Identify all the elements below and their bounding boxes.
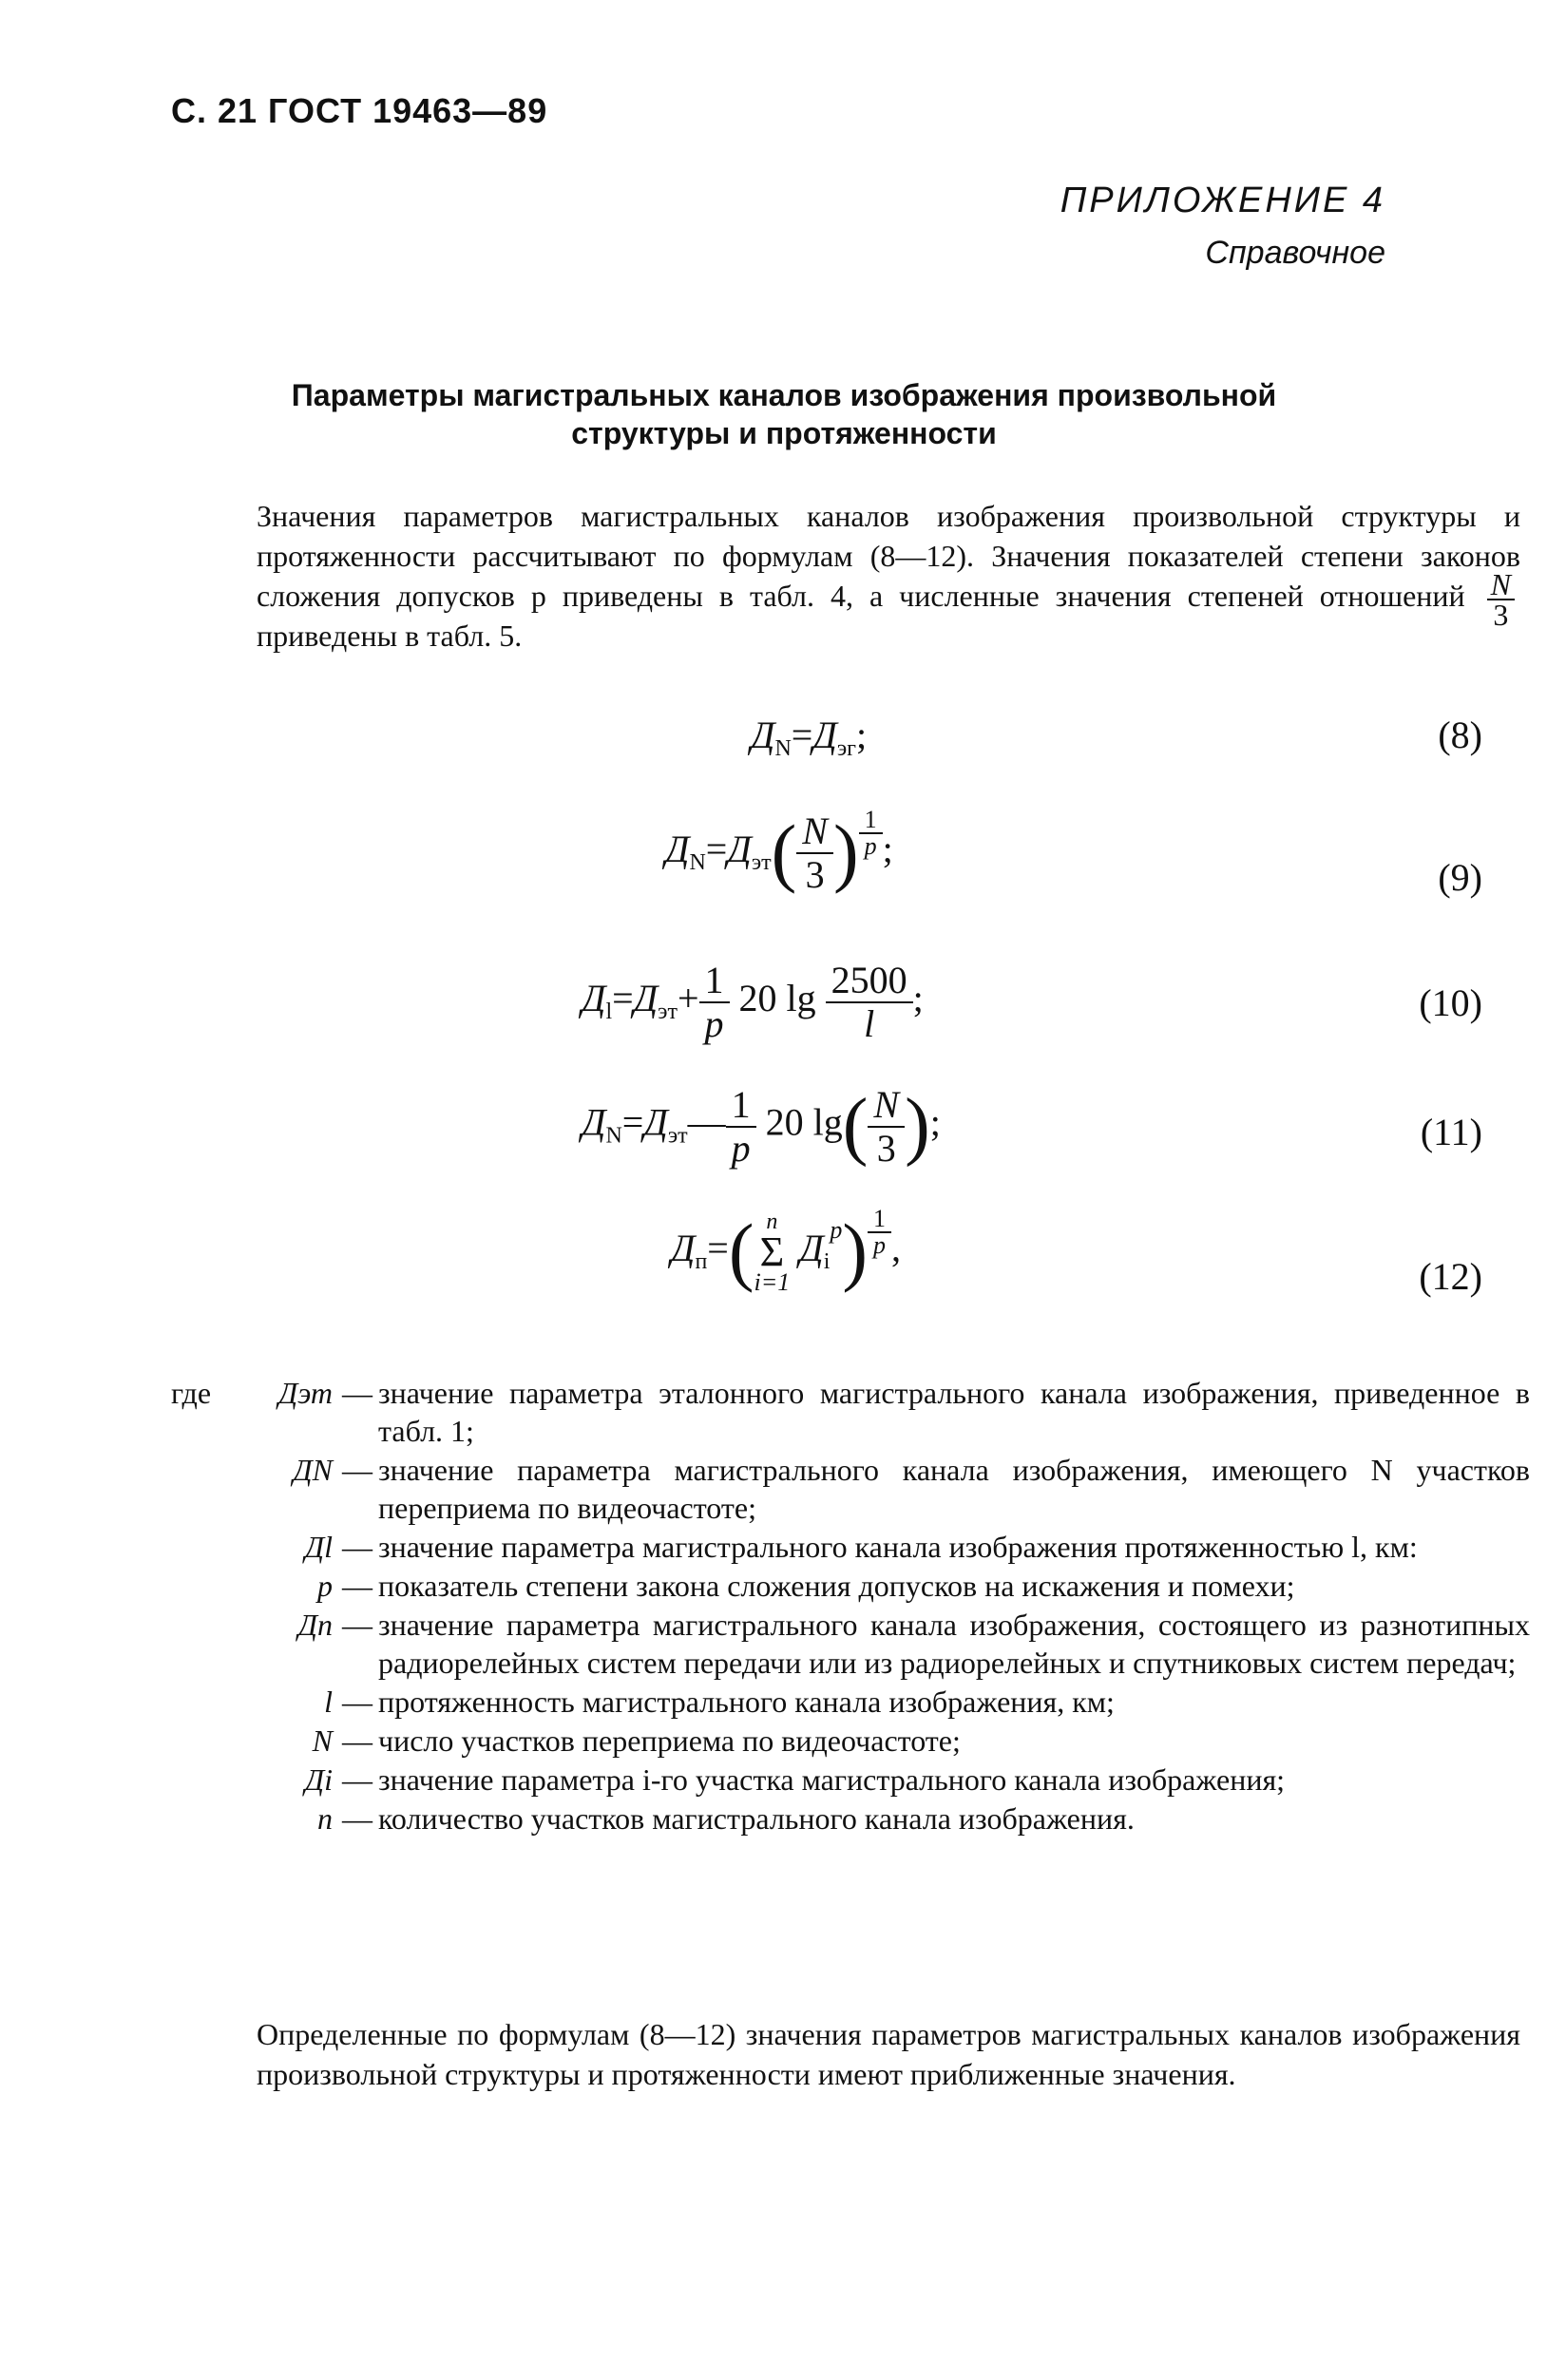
formula-9-expression: $Д_N=Д_{эт}$( $\frac{N}{3}$ ) $^{\frac{1}{p}}$ ; (665, 806, 893, 896)
definition-text: значение параметра магистрального канала изображения, состоящего из разнотипных радиорелейных систем передачи или из радиорелейных и спутниковых систем передач; (378, 1608, 1530, 1680)
formula-8-expression: $Д_N=Д_{эг}$; (751, 714, 868, 761)
closing-paragraph (181, 2014, 1520, 2094)
definitions-lead: где (171, 1376, 212, 1410)
intro-text: Значения параметров магистральных каналов изображения произвольной структуры и протяженности рассчитывают по формулам (8—12). Значения показателей степени законов сложения допусков p приведены в табл. 4, а численные значения степеней отношений (257, 499, 1520, 613)
definition-symbol: p (317, 1569, 333, 1603)
definition-symbol: Дп (297, 1608, 333, 1642)
formula-8-number: (8) (1438, 714, 1482, 756)
appendix-subtitle: Справочное (1205, 235, 1385, 271)
definition-item: Дп — значение параметра магистрального канала изображения, состоящего из разнотипных радиорелейных систем передачи или из радиорелейных и спутниковых систем передач; (171, 1606, 1530, 1682)
formula-11-expression: $Д_N=Д_{эт}—$ $\frac{1}{p}$ 20 lg( $\frac{N}{3}$ ); (582, 1082, 941, 1170)
definition-item: ДN — значение параметра магистрального канала изображения, имеющего N участков переприема по видеочастоте; (171, 1451, 1530, 1527)
definition-text: число участков переприема по видеочастоте; (378, 1723, 961, 1758)
intro-fraction-denominator: 3 (1493, 597, 1509, 632)
formula-12-expression: $Д_п=$( n Σ i=1 $Д_i^p$) $^{\frac{1}{p}}$ , (671, 1205, 902, 1296)
definition-item: N — число участков переприема по видеочастоте; (171, 1722, 1530, 1760)
definition-text: протяженность магистрального канала изображения, км; (378, 1685, 1115, 1719)
definition-symbol: Дэт (277, 1376, 333, 1410)
appendix-title: ПРИЛОЖЕНИЕ 4 (1060, 181, 1385, 220)
definition-symbol: ДN (293, 1453, 333, 1487)
formula-9-number: (9) (1438, 856, 1482, 899)
intro-fraction (1487, 566, 1515, 632)
formula-11-number: (11) (1420, 1111, 1482, 1153)
definition-item: n — количество участков магистрального канала изображения. (171, 1799, 1530, 1837)
document-title-line-2: структуры и протяженности (571, 416, 997, 450)
closing-text: Определенные по формулам (8—12) значения параметров магистральных каналов изображения произвольной структуры и протяженности имеют приближенные значения. (257, 2017, 1520, 2091)
page-header: С. 21 ГОСТ 19463—89 (171, 91, 548, 130)
definition-text: количество участков магистрального канала изображения. (378, 1801, 1135, 1836)
definition-item: Дl — значение параметра магистрального канала изображения протяженностью l, км: (171, 1528, 1530, 1566)
definition-item: l — протяженность магистрального канала изображения, км; (171, 1683, 1530, 1721)
definition-symbol: n (317, 1801, 333, 1836)
document-title (152, 376, 1416, 452)
formula-12-number: (12) (1419, 1255, 1482, 1298)
definition-item: Дi — значение параметра i-го участка магистрального канала изображения; (171, 1761, 1530, 1799)
definition-text: значение параметра магистрального канала изображения, имеющего N участков переприема по видеочастоте; (378, 1453, 1530, 1525)
definition-item: p — показатель степени закона сложения допусков на искажения и помехи; (171, 1567, 1530, 1605)
definition-item: где Дэт — значение параметра эталонного магистрального канала изображения, приведенное в табл. 1; (171, 1376, 1530, 1448)
intro-text-end: приведены в табл. 5. (257, 619, 523, 653)
definitions-list (171, 1374, 1530, 1838)
definition-symbol: Дi (304, 1762, 333, 1797)
formula-10-expression: $Д_l=Д_{эт}+$ $\frac{1}{p}$ 20 lg $\frac{2500}{l}$ ; (582, 959, 924, 1045)
definition-symbol: l (324, 1685, 333, 1719)
intro-fraction-numerator: N (1487, 570, 1515, 600)
definition-text: показатель степени закона сложения допусков на искажения и помехи; (378, 1569, 1295, 1603)
definition-symbol: N (312, 1723, 333, 1758)
appendix-label (1060, 181, 1385, 272)
definition-text: значение параметра i-го участка магистрального канала изображения; (378, 1762, 1286, 1797)
definition-text: значение параметра магистрального канала изображения протяженностью l, км: (378, 1530, 1418, 1564)
definition-text: значение параметра эталонного магистрального канала изображения, приведенное в табл. 1; (378, 1376, 1530, 1448)
definition-symbol: Дl (304, 1530, 333, 1564)
formula-10-number: (10) (1419, 981, 1482, 1024)
document-title-line-1: Параметры магистральных каналов изображения произвольной (291, 378, 1277, 412)
intro-paragraph (181, 496, 1520, 656)
